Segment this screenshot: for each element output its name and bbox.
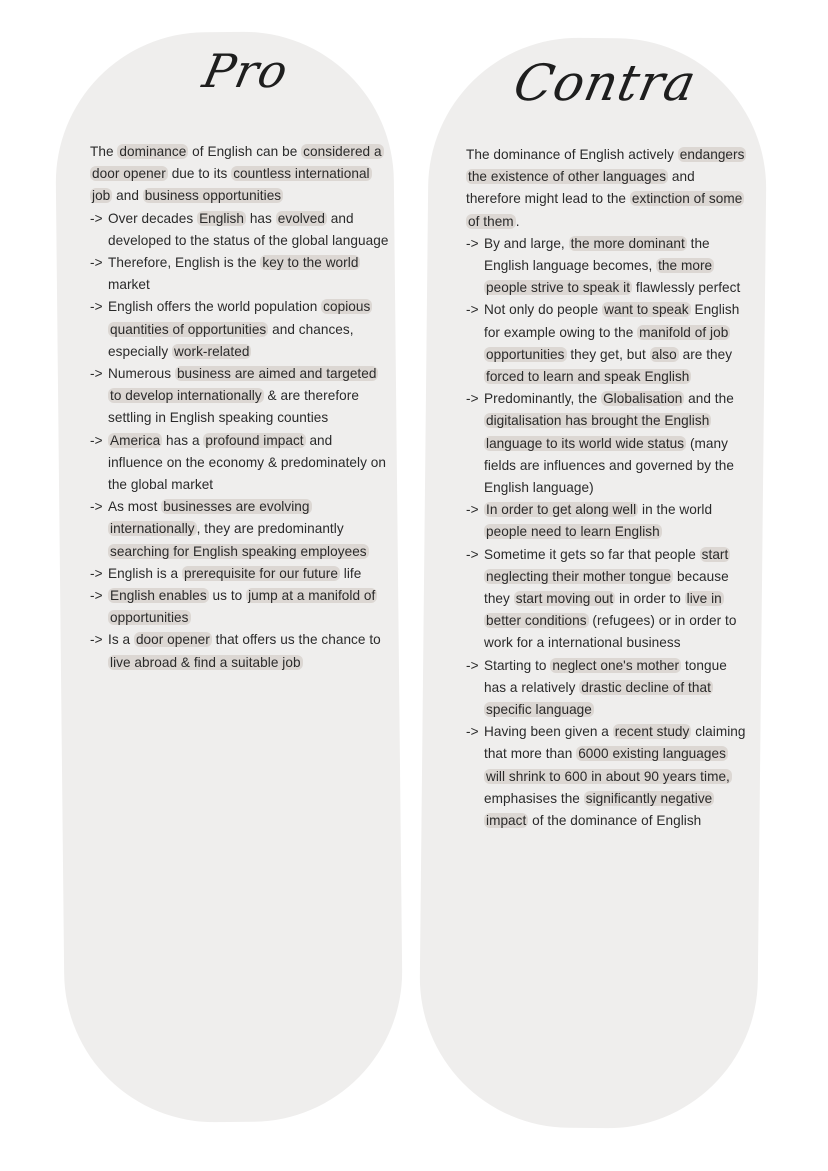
text-segment: Therefore, English is the	[108, 255, 261, 271]
arrow-bullet: ->	[90, 632, 103, 648]
text-segment: claiming that more than	[484, 724, 746, 762]
text-segment: are they	[678, 346, 733, 362]
highlight: profound impact	[205, 432, 304, 448]
text-segment: The dominance of English actively	[466, 147, 678, 162]
contra-list-item	[466, 544, 746, 655]
text-segment: and	[112, 188, 143, 204]
pro-list-item	[90, 430, 390, 497]
highlight: significantly negative impact	[486, 790, 713, 829]
text-segment: (refugees) or in order to work for a international business	[484, 613, 737, 651]
arrow-bullet: ->	[466, 657, 479, 673]
arrow-bullet: ->	[466, 391, 479, 407]
pro-list-item	[90, 585, 390, 629]
contra-list-item	[466, 233, 746, 300]
highlight: key to the world	[262, 255, 359, 271]
contra-intro	[466, 144, 746, 233]
highlight: jump at a manifold of opportunities	[110, 588, 376, 626]
highlight: countless international job	[92, 166, 370, 204]
text-segment: Starting to	[484, 657, 551, 673]
text-segment: By and large,	[484, 235, 569, 251]
highlight: manifold of job opportunities	[486, 324, 729, 362]
arrow-bullet: ->	[90, 588, 103, 604]
highlight: evolved	[277, 210, 325, 226]
arrow-bullet: ->	[466, 502, 479, 518]
highlight: extinction of some of them	[468, 191, 743, 229]
arrow-bullet: ->	[90, 255, 103, 271]
text-segment: flawlessly perfect	[632, 280, 741, 296]
text-segment: Sometime it gets so far that people	[484, 546, 700, 562]
highlight: digitalisation has brought the English language to its world wide status	[486, 413, 710, 451]
text-segment: & are therefore settling in English speaking counties	[108, 388, 359, 426]
text-segment: market	[108, 277, 150, 293]
text-segment: As most	[108, 499, 162, 515]
highlight: prerequisite for our future	[183, 565, 338, 581]
text-segment: Predominantly, the	[484, 391, 602, 407]
contra-list	[466, 233, 746, 832]
text-segment: (many fields are influences and governed by the English language)	[484, 435, 734, 496]
highlight: want to speak	[604, 302, 689, 318]
arrow-bullet: ->	[90, 499, 103, 515]
text-segment: emphasises the	[484, 790, 584, 806]
highlight: also	[651, 346, 677, 362]
highlight: business opportunities	[144, 188, 282, 204]
text-segment: in order to	[615, 591, 685, 607]
highlight: In order to get along well	[486, 502, 637, 518]
arrow-bullet: ->	[90, 432, 103, 448]
highlight: businesses are evolving internationally	[110, 499, 310, 537]
highlight: business are aimed and targeted to develop internationally	[110, 366, 377, 404]
highlight: Globalisation	[603, 391, 683, 407]
highlight: 6000 existing languages will shrink to 600 in about 90 years time,	[486, 746, 730, 784]
text-segment: .	[515, 213, 520, 229]
text-segment: that offers us the chance to	[211, 632, 381, 648]
highlight: dominance	[119, 144, 187, 159]
highlight: live in better conditions	[486, 591, 722, 629]
highlight: endangers the existence of other languages	[468, 147, 745, 185]
pro-list-item	[90, 296, 390, 363]
highlight: the more dominant	[570, 235, 685, 251]
text-segment: and chances, especially	[108, 321, 354, 359]
arrow-bullet: ->	[466, 546, 479, 562]
text-segment: the English language becomes,	[484, 235, 710, 274]
highlight: America	[110, 432, 161, 448]
highlight: searching for English speaking employees	[110, 543, 367, 559]
text-segment: and the	[684, 391, 734, 407]
text-segment: has	[246, 210, 276, 226]
highlight: people need to learn English	[486, 524, 660, 540]
arrow-bullet: ->	[466, 724, 479, 740]
highlight: neglect one's mother	[552, 657, 680, 673]
text-segment: due to its	[167, 166, 232, 182]
pro-list	[90, 208, 390, 674]
highlight: start moving out	[515, 591, 614, 607]
highlight: live abroad & find a suitable job	[110, 654, 301, 670]
text-segment: of English can be	[188, 144, 302, 159]
arrow-bullet: ->	[90, 366, 103, 382]
contra-column	[466, 144, 746, 832]
text-segment: life	[339, 565, 362, 581]
contra-list-item	[466, 655, 746, 722]
text-segment: they get, but	[566, 346, 650, 362]
text-segment: English is a	[108, 565, 182, 581]
text-segment: and influence on the economy & predominately on the global market	[108, 432, 386, 493]
highlight: English enables	[110, 588, 207, 604]
text-segment: and therefore might lead to the	[466, 169, 695, 207]
pro-list-item	[90, 496, 390, 563]
text-segment: of the dominance of English	[528, 813, 702, 829]
arrow-bullet: ->	[90, 210, 103, 226]
arrow-bullet: ->	[90, 299, 103, 315]
highlight: copious quantities of opportunities	[110, 299, 371, 337]
text-segment: Not only do people	[484, 302, 603, 318]
text-segment: English for example owing to the	[484, 302, 740, 340]
text-segment: has a	[162, 432, 204, 448]
text-segment: us to	[208, 588, 247, 604]
text-segment: Over decades	[108, 210, 198, 226]
arrow-bullet: ->	[90, 565, 103, 581]
text-segment: Having been given a	[484, 724, 613, 740]
text-segment: , they are predominantly	[196, 521, 344, 537]
contra-list-item	[466, 388, 746, 499]
pro-intro	[90, 141, 390, 208]
arrow-bullet: ->	[466, 235, 479, 251]
highlight: start neglecting their mother tongue	[486, 546, 729, 584]
arrow-bullet: ->	[466, 302, 479, 318]
text-segment: English offers the world population	[108, 299, 322, 315]
highlight: work-related	[174, 343, 250, 359]
text-segment: and developed to the status of the global language	[108, 210, 389, 248]
text-segment: Numerous	[108, 366, 175, 382]
text-segment: Is a	[108, 632, 134, 648]
pro-list-item	[90, 208, 390, 252]
text-segment: because they	[484, 568, 729, 607]
pro-column	[90, 141, 390, 674]
text-segment: tongue has a relatively	[484, 657, 727, 695]
text-segment: The	[90, 144, 118, 159]
highlight: the more people strive to speak it	[486, 258, 713, 296]
text-segment: in the world	[638, 502, 713, 518]
pro-list-item	[90, 629, 390, 673]
contra-list-item	[466, 721, 746, 832]
pro-title: Pro	[198, 44, 294, 98]
highlight: recent study	[614, 724, 690, 740]
highlight: English	[199, 210, 244, 226]
pro-list-item	[90, 563, 390, 585]
highlight: door opener	[135, 632, 210, 648]
pro-list-item	[90, 252, 390, 296]
highlight: drastic decline of that specific language	[486, 679, 711, 718]
contra-list-item	[466, 299, 746, 388]
pro-list-item	[90, 363, 390, 430]
highlight: considered a door opener	[92, 144, 382, 182]
contra-title: Contra	[508, 54, 702, 112]
highlight: forced to learn and speak English	[486, 369, 690, 385]
contra-list-item	[466, 499, 746, 543]
